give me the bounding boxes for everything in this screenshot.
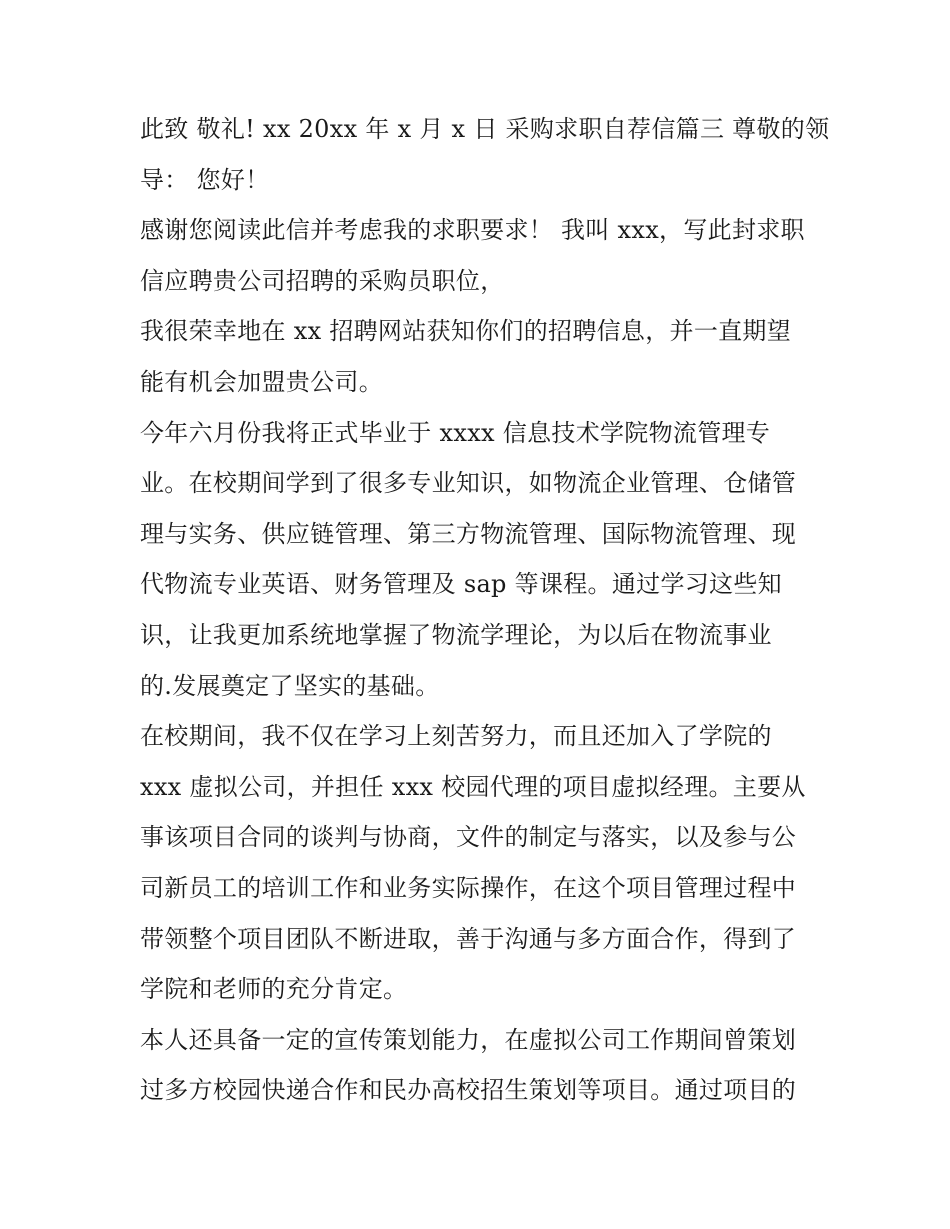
text-line: 在校期间，我不仅在学习上刻苦努力，而且还加入了学院的 [140, 722, 772, 751]
text-line: 业。在校期间学到了很多专业知识，如物流企业管理、仓储管 [140, 469, 797, 498]
text-line: 今年六月份我将正式毕业于 xxxx 信息技术学院物流管理专 [140, 418, 771, 447]
text-line: 识，让我更加系统地掌握了物流学理论，为以后在物流事业 [140, 620, 772, 649]
text-line: 司新员工的培训工作和业务实际操作，在这个项目管理过程中 [140, 873, 797, 902]
letter-body [140, 104, 830, 1116]
text-line: 能有机会加盟贵公司。 [140, 367, 383, 396]
text-line: 带领整个项目团队不断进取，善于沟通与多方面合作，得到了 [140, 924, 797, 953]
text-line: 的.发展奠定了坚实的基础。 [140, 671, 440, 700]
text-line: 信应聘贵公司招聘的采购员职位， [140, 266, 505, 295]
text-line: 本人还具备一定的宣传策划能力，在虚拟公司工作期间曾策划 [140, 1025, 797, 1054]
text-line: 学院和老师的充分肯定。 [140, 975, 408, 1004]
text-line: 此致 敬礼! xx 20xx 年 x 月 x 日 采购求职自荐信篇三 尊敬的领 [140, 115, 830, 143]
text-line: 过多方校园快递合作和民办高校招生策划等项目。通过项目的 [140, 1076, 797, 1105]
text-line: 代物流专业英语、财务管理及 sap 等课程。通过学习这些知 [140, 570, 782, 599]
text-line: xxx 虚拟公司，并担任 xxx 校园代理的项目虚拟经理。主要从 [140, 772, 806, 801]
text-line: 导： 您好！ [140, 165, 270, 194]
text-line: 我很荣幸地在 xx 招聘网站获知你们的招聘信息，并一直期望 [140, 317, 792, 346]
text-line: 感谢您阅读此信并考虑我的求职要求！ 我叫 xxx，写此封求职 [140, 216, 805, 245]
text-line: 事该项目合同的谈判与协商，文件的制定与落实，以及参与公 [140, 823, 797, 852]
text-line: 理与实务、供应链管理、第三方物流管理、国际物流管理、现 [140, 519, 797, 548]
